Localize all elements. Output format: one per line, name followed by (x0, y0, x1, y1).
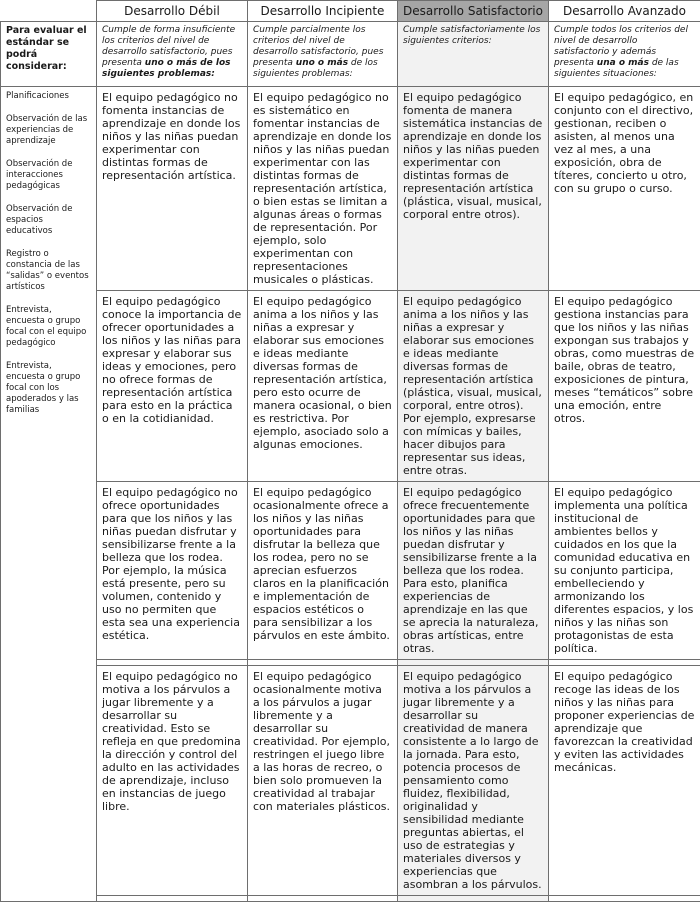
evidence-list (1, 87, 97, 902)
descriptor-weak: Cumple de forma insuficiente los criterios del nivel de desarrollo satisfactorio, pues presenta uno o más de los siguientes problemas: (97, 22, 248, 87)
evidence-item: Observación de espacios educativos (6, 204, 91, 237)
cell-satisfactory: El equipo pedagógico ofrece frecuentemente oportunidades para que los niños y las niñas puedan disfrutar y sensibilizarse frente a la belleza que los rodea. Para esto, planifica experiencias de aprendizaje en las que se aprecia la naturaleza, obras artísticas, entre otras. (398, 482, 549, 660)
evidence-item: Observación de las experiencias de aprendizaje (6, 114, 91, 147)
descriptor-advanced: Cumple todos los criterios del nivel de desarrollo satisfactorio y además presenta una o más de las siguientes situaciones: (549, 22, 700, 87)
cell-advanced: El equipo pedagógico recoge las ideas de los niños y las niñas para proponer experiencias de aprendizaje que favorezcan la creatividad y eviten las actividades mecánicas. (549, 666, 700, 896)
criteria-row-3 (1, 482, 700, 660)
evidence-item: Registro o constancia de las “salidas” o eventos artísticos (6, 249, 91, 293)
criteria-row-4 (1, 666, 700, 896)
cell-incipient: El equipo pedagógico ocasionalmente motiva a los párvulos a jugar libremente y a desarrollar su creatividad. Por ejemplo, restringen el juego libre a las horas de recreo, o bien solo promueven la creatividad al trabajar con materiales plásticos. (248, 666, 398, 896)
header-corner (1, 1, 97, 22)
descriptor-incipient: Cumple parcialmente los criterios del nivel de desarrollo satisfactorio, pues presenta uno o más de los siguientes problemas: (248, 22, 398, 87)
cell-advanced: El equipo pedagógico gestiona instancias para que los niños y las niñas expongan sus trabajos y obras, como muestras de baile, obras de teatro, exposiciones de pintura, meses “temáticos” sobre una emoción, entre otros. (549, 291, 700, 482)
evaluation-label: Para evaluar el estándar se podrá considerar: (1, 22, 97, 87)
cell-satisfactory: El equipo pedagógico anima a los niños y las niñas a expresar y elaborar sus emociones e ideas mediante diversas formas de representación artística (plástica, visual, musical, corporal, entre otros). Por ejemplo, expresarse con mímicas y bailes, hacer dibujos para representar sus ideas, entre otras. (398, 291, 549, 482)
cell-incipient: El equipo pedagógico ocasionalmente ofrece a los niños y las niñas oportunidades para disfrutar la belleza que los rodea, pero no se aprecian esfuerzos claros en la planificación e implementación de espacios estéticos o para sensibilizar a los párvulos en este ámbito. (248, 482, 398, 660)
spacer-cell (398, 896, 549, 902)
header-weak: Desarrollo Débil (97, 1, 248, 22)
header-satisfactory: Desarrollo Satisfactorio (398, 1, 549, 22)
cell-weak: El equipo pedagógico no ofrece oportunidades para que los niños y las niñas puedan disfrutar y sensibilizarse frente a la belleza que los rodea. Por ejemplo, la música está presente, pero su volumen, contenido y uso no permiten que esta sea una experiencia estética. (97, 482, 248, 660)
spacer-row (1, 896, 700, 902)
descriptor-row (1, 22, 700, 87)
cell-satisfactory: El equipo pedagógico fomenta de manera sistemática instancias de aprendizaje en donde los niños y las niñas pueden experimentar con distintas formas de representación artística (plástica, visual, musical, corporal entre otros). (398, 87, 549, 291)
evidence-item: Planificaciones (6, 91, 91, 102)
descriptor-satisfactory: Cumple satisfactoriamente los siguientes criterios: (398, 22, 549, 87)
header-advanced: Desarrollo Avanzado (549, 1, 700, 22)
evidence-item: Observación de interacciones pedagógicas (6, 159, 91, 192)
cell-weak: El equipo pedagógico conoce la importancia de ofrecer oportunidades a los niños y las niñas para expresar y elaborar sus ideas y emociones, pero no ofrece formas de representación artística para esto en la práctica o en la cotidianidad. (97, 291, 248, 482)
header-row (1, 1, 700, 22)
cell-incipient: El equipo pedagógico no es sistemático en fomentar instancias de aprendizaje en donde los niños y las niñas puedan experimentar con las distintas formas de representación artística, o bien estas se limitan a algunas áreas o formas de representación. Por ejemplo, solo experimentan con representaciones musicales o plásticas. (248, 87, 398, 291)
cell-incipient: El equipo pedagógico anima a los niños y las niñas a expresar y elaborar sus emociones e ideas mediante diversas formas de representación artística, pero esto ocurre de manera ocasional, o bien es restrictiva. Por ejemplo, asociado solo a algunas emociones. (248, 291, 398, 482)
criteria-row-1 (1, 87, 700, 291)
spacer-cell (549, 896, 700, 902)
spacer-cell (97, 896, 248, 902)
cell-weak: El equipo pedagógico no fomenta instancias de aprendizaje en donde los niños y las niñas puedan experimentar con distintas formas de representación artística. (97, 87, 248, 291)
cell-satisfactory: El equipo pedagógico motiva a los párvulos a jugar libremente y a desarrollar su creatividad de manera consistente a lo largo de la jornada. Para esto, potencia procesos de pensamiento como fluidez, flexibilidad, originalidad y sensibilidad mediante preguntas abiertas, el uso de estrategias y materiales diversos y experiencias que asombran a los párvulos. (398, 666, 549, 896)
spacer-cell (248, 896, 398, 902)
cell-advanced: El equipo pedagógico implementa una política institucional de ambientes bellos y cuidados en los que la comunidad educativa en su conjunto participa, embelleciendo y armonizando los diferentes espacios, y los niños y las niñas son protagonistas de esta política. (549, 482, 700, 660)
cell-advanced: El equipo pedagógico, en conjunto con el directivo, gestionan, reciben o asisten, al menos una vez al mes, a una exposición, obra de títeres, concierto u otro, con su grupo o curso. (549, 87, 700, 291)
evidence-item: Entrevista, encuesta o grupo focal con el equipo pedagógico (6, 305, 91, 349)
cell-weak: El equipo pedagógico no motiva a los párvulos a jugar libremente y a desarrollar su creatividad. Esto se refleja en que predomina la dirección y control del adulto en las actividades de aprendizaje, incluso en instancias de juego libre. (97, 666, 248, 896)
evidence-item: Entrevista, encuesta o grupo focal con los apoderados y las familias (6, 361, 91, 416)
header-incipient: Desarrollo Incipiente (248, 1, 398, 22)
criteria-row-2 (1, 291, 700, 482)
